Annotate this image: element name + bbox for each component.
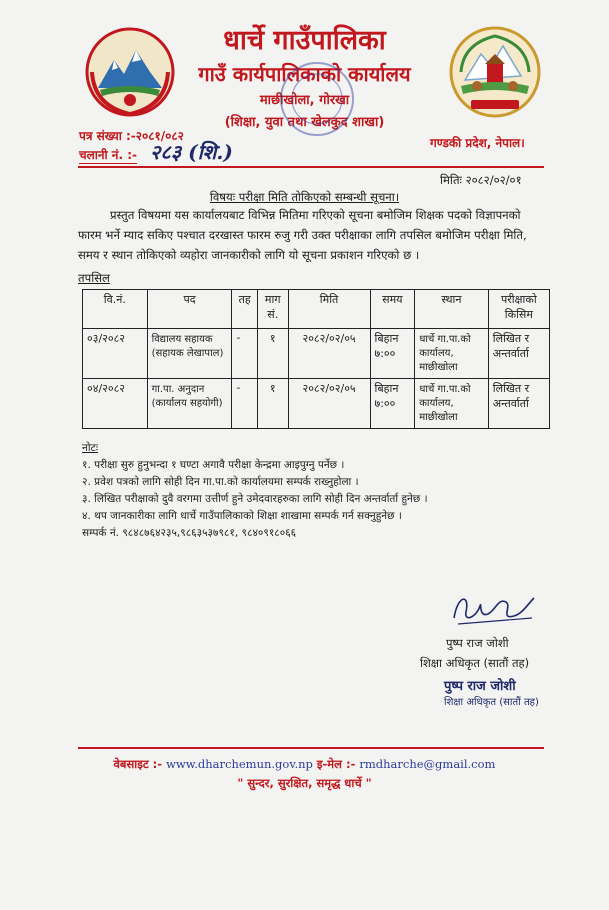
exam-schedule-table: [82, 289, 550, 429]
note-item: २. प्रवेश पत्रको लागि सोही दिन गा.पा.को कार्यालयमा सम्पर्क राख्नुहोला ।: [82, 476, 359, 488]
note-item: ४. थप जानकारीका लागि धार्चे गाउँपालिकाको शिक्षा शाखामा सम्पर्क गर्न सक्नुहुनेछ ।: [82, 510, 402, 522]
col-header: मिति: [288, 290, 370, 329]
footer-slogan: " सुन्दर, सुरक्षित, समृद्ध धार्चे ": [237, 776, 372, 790]
cell-no: ०४/२०८२: [83, 379, 148, 429]
org-name: धार्चे गाउँपालिका: [223, 25, 386, 56]
col-header: तह: [232, 290, 257, 329]
stamp-name: पुष्प राज जोशी: [444, 679, 516, 694]
cell-post-sub: (कार्यालय सहयोगी): [151, 398, 223, 409]
cell-level: -: [232, 379, 257, 429]
table-row: [83, 329, 550, 379]
cell-exam-type: लिखित र अन्तर्वार्ता: [488, 329, 549, 379]
cell-date: २०८२/०२/०५: [288, 329, 370, 379]
table-caption: तपसिल: [78, 271, 110, 285]
cell-exam-type: लिखित र अन्तर्वार्ता: [488, 379, 549, 429]
cell-post: [147, 379, 232, 429]
header-divider: [78, 166, 544, 168]
province: गण्डकी प्रदेश, नेपाल।: [430, 136, 525, 150]
cell-demand: १: [257, 379, 288, 429]
col-header: पद: [147, 290, 232, 329]
table-header-row: [83, 290, 550, 329]
contact-numbers: सम्पर्क नं. ९८४८७६४२३५,९८६३५३७९८१, ९८४०९१८०६६: [82, 527, 297, 539]
office-location: माछीखोला, गोरखा: [259, 93, 350, 108]
cell-date: २०८२/०२/०५: [288, 379, 370, 429]
notes-section: [82, 440, 552, 542]
col-header: समय: [370, 290, 415, 329]
notice-body: [78, 205, 548, 265]
col-header: स्थान: [415, 290, 489, 329]
cell-post-sub: (सहायक लेखापाल): [151, 348, 224, 359]
cell-post-title: गा.पा. अनुदान: [151, 384, 205, 395]
body-line: प्रस्तुत विषयमा यस कार्यालयबाट विभिन्न मितिमा गरिएको सूचना बमोजिम शिक्षक पदको विज्ञापनको: [110, 208, 521, 222]
cell-time: बिहान ७:००: [370, 379, 415, 429]
signatory-name: पुष्प राज जोशी: [446, 636, 509, 650]
office-stamp: [278, 60, 356, 138]
cell-place: धार्चे गा.पा.को कार्यालय, माछीखोला: [415, 379, 489, 429]
cell-post-title: विद्यालय सहायक: [151, 334, 213, 345]
office-name: गाउँ कार्यपालिकाको कार्यालय: [198, 62, 411, 86]
notice-date: मितिः २०८२/०२/०१: [440, 173, 522, 187]
stamp-designation: शिक्षा अधिकृत (सातौं तह): [444, 697, 539, 708]
signatory-stamp: [444, 676, 539, 708]
dispatch-number-handwritten: २८३ (शि.): [150, 140, 233, 164]
cell-post: [147, 329, 232, 379]
branch-name: (शिक्षा, युवा तथा खेलकुद शाखा): [224, 115, 385, 130]
table-row: [83, 379, 550, 429]
cell-no: ०३/२०८२: [83, 329, 148, 379]
email-label: इ-मेल :-: [316, 757, 356, 771]
cell-time: बिहान ७:००: [370, 329, 415, 379]
col-header: माग सं.: [257, 290, 288, 329]
notes-heading: नोटः: [82, 442, 98, 454]
signature: [448, 588, 538, 630]
footer-contact: [0, 757, 609, 772]
website-label: वेबसाइट :-: [113, 757, 163, 771]
body-line: समय र स्थान तोकिएको व्यहोरा जानकारीको लागि यो सूचना प्रकाशन गरिएको छ ।: [78, 248, 420, 262]
dispatch-label: चलानी नं. :-: [79, 148, 137, 162]
col-header: वि.नं.: [83, 290, 148, 329]
letter-number: पत्र संख्या :-२०८१/०८२: [79, 129, 184, 143]
body-line: फारम भर्ने म्याद सकिए पश्चात दरखास्त फारम रुजु गरी उक्त परीक्षाका लागि तपसिल बमोजिम परीक्षा मिति,: [78, 228, 527, 242]
col-header: परीक्षाको किसिम: [488, 290, 549, 329]
cell-place: धार्चे गा.पा.को कार्यालय, माछीखोला: [415, 329, 489, 379]
cell-level: -: [232, 329, 257, 379]
footer-divider: [78, 747, 544, 749]
notice-subject: विषयः परीक्षा मिति तोकिएको सम्बन्धी सूचना।: [209, 190, 400, 204]
email-link[interactable]: rmdharche@gmail.com: [359, 757, 496, 771]
cell-demand: १: [257, 329, 288, 379]
website-link[interactable]: www.dharchemun.gov.np: [166, 757, 313, 771]
note-item: १. परीक्षा सुरु हुनुभन्दा १ घण्टा अगावै परीक्षा केन्द्रमा आइपुग्नु पर्नेछ ।: [82, 459, 345, 471]
signatory-designation: शिक्षा अधिकृत (सातौं तह): [420, 656, 530, 670]
note-item: ३. लिखित परीक्षाको दुवै वरगमा उत्तीर्ण हुने उमेदवारहरुका लागि सोही दिन अन्तर्वार्ता हुनेछ ।: [82, 493, 428, 505]
